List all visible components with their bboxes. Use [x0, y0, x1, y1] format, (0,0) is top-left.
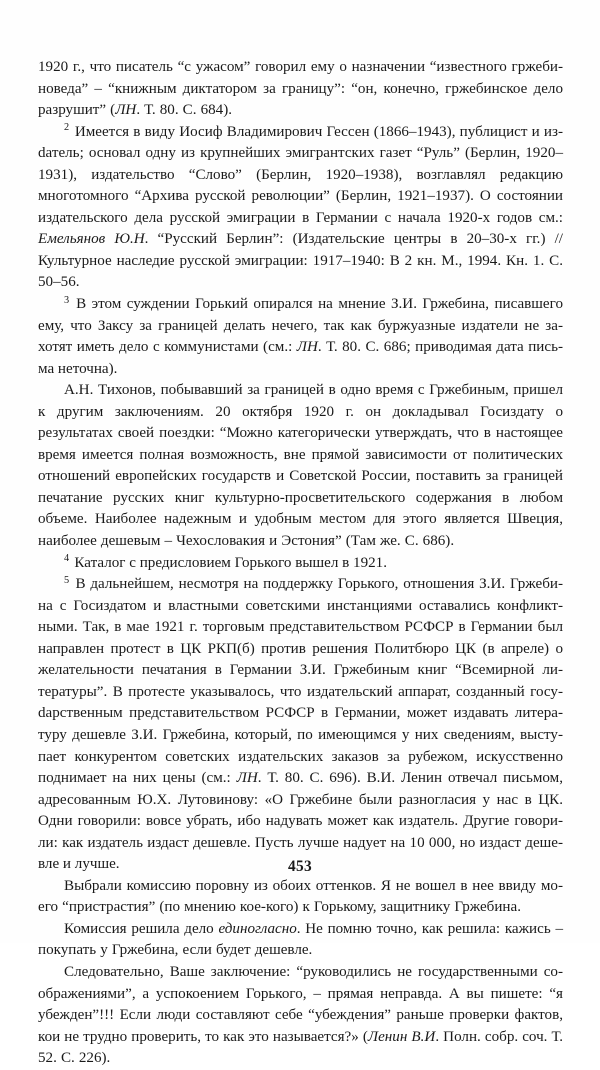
italic-run: Ленин В.И — [367, 1028, 436, 1045]
text-run: В дальнейшем, несмотря на поддержку Горького, отношения З.И. Гржебина с Госиздатом и властными советскими инстанциями оставались конфликтными. Так, в мае 1921 г. торговым представительством РСФСР в Германии был направлен протест в ЦК РКП(б) против решения Политбюро ЦК (в апреле) о желательности печатания в Германии З.И. Гржебиным книг “Всемирной литературы”. В протесте указывалось, что издательский аппарат, созданный госуdарственным представительством РСФСР в Германии, может издавать литературу дешевле З.И. Гржебина, который, по имеющимся у них сведениям, выступает конкурентом советских издательских заказов за рубежом, искусственно поднимает на них цены (см.: — [38, 576, 563, 787]
body-paragraph — [38, 919, 563, 962]
footnote-marker: 4 — [64, 553, 70, 565]
footnote-paragraph — [38, 553, 563, 575]
text-run: А.Н. Тихонов, побывавший за границей в одно время с Гржебиным, пришел к другим заключениям. 20 октября 1920 г. он докладывал Госиздату о результатах своей поездки: “Можно категорически утверждать, что в настоящее время имеется полная возможность, вне прямой зависимости от политических отношений европейских государств и Советской России, поставить за границей печатание русских книг культурно-просветительского содержания в любом объеме. Наиболее надежным и удобным местом для этого является Швеция, наиболее дешевым – Чехословакия и Эстония” (Там же. С. 686). — [38, 382, 563, 550]
footnote-paragraph — [38, 294, 563, 380]
italic-run: Емельянов Ю.Н — [38, 231, 145, 248]
italic-run: ЛН — [296, 339, 318, 356]
footnote-marker: 5 — [64, 574, 70, 586]
text-run: . “Русский Берлин”: (Издательские центры в 20–30-х гг.) // Культурное наследие русской эмиграции: 1917–1940: В 2 кн. М., 1994. Кн. 1. С. 50–56. — [38, 231, 564, 291]
footnote-paragraph — [38, 574, 563, 876]
text-run: Комиссия решила дело — [64, 920, 219, 937]
text-run: Имеется в виду Иосиф Владимирович Гессен (1866–1943), публицист и изdатель; основал одну из крупнейших эмигрантских газет “Руль” (Берлин, 1920–1931), издательство “Слово” (Берлин, 1920–1938), возглавлял редакцию многотомного “Архива русской революции” (Берлин, 1921–1937). О состоянии издательского дела русской эмиграции в Германии с начала 1920-х годов см.: — [38, 123, 563, 226]
italic-run: ЛН — [115, 102, 137, 119]
footnote-marker: 2 — [64, 122, 70, 134]
text-run: . Т. 80. С. 686; приводимая дата письма неточна). — [38, 339, 564, 377]
text-run: . Полн. собр. соч. Т. 52. С. 226). — [38, 1028, 564, 1067]
text-run: . Т. 80. С. 684). — [136, 102, 233, 119]
footnote-paragraph — [38, 122, 563, 294]
text-column — [38, 57, 563, 1070]
text-run: 1920 г., что писатель “с ужасом” говорил ему о назначении “известного гржебиноведа” – “книжным диктатором за границу”: “он, конечно, гржебинское дело разрушит” ( — [38, 59, 563, 119]
text-run: В этом суждении Горький опирался на мнение З.И. Гржебина, писавшего ему, что Заксу за границей делать нечего, так как буржуазные издатели не захотят иметь дело с коммунистами (см.: — [38, 296, 563, 356]
body-paragraph — [38, 57, 563, 122]
italic-run: ЛН — [236, 770, 258, 787]
text-run: Выбрали комиссию поровну из обоих оттенков. Я не вошел в нее ввиду моего “пристрастия” (по мнению кое-кого) к Горькому, защитнику Гржебина. — [38, 877, 563, 916]
body-paragraph — [38, 876, 563, 919]
body-paragraph — [38, 380, 563, 552]
text-run: . Т. 80. С. 696). В.И. Ленин отвечал письмом, адресованным Ю.Х. Лутовинову: «О Гржебине были разногласия у нас в ЦК. Одни говорили: вовсе убрать, ибо надувать может как издатель. Другие говорили: как издатель издаст дешевле. Пусть лучше надует на 10 000, но издаст дешевле и лучше. — [38, 770, 563, 873]
page-number: 453 — [288, 858, 312, 875]
text-run: Следовательно, Ваше заключение: “руководились не государственными соображениями”, а успокоением Горького, – прямая неправда. А вы пишете: “я убежден”!!! Если люди составляют себе “убеждения” раньше проверки фактов, кои не трудно проверить, то как это называется?» ( — [38, 963, 563, 1045]
italic-run: единогласно — [218, 920, 297, 937]
text-run: . Не помню точно, как решила: кажись – покупать у Гржебина, если будет дешевле. — [38, 920, 563, 959]
footnote-marker: 3 — [64, 294, 70, 306]
text-run: Каталог с предисловием Горького вышел в 1921. — [74, 554, 387, 571]
body-paragraph — [38, 962, 563, 1070]
